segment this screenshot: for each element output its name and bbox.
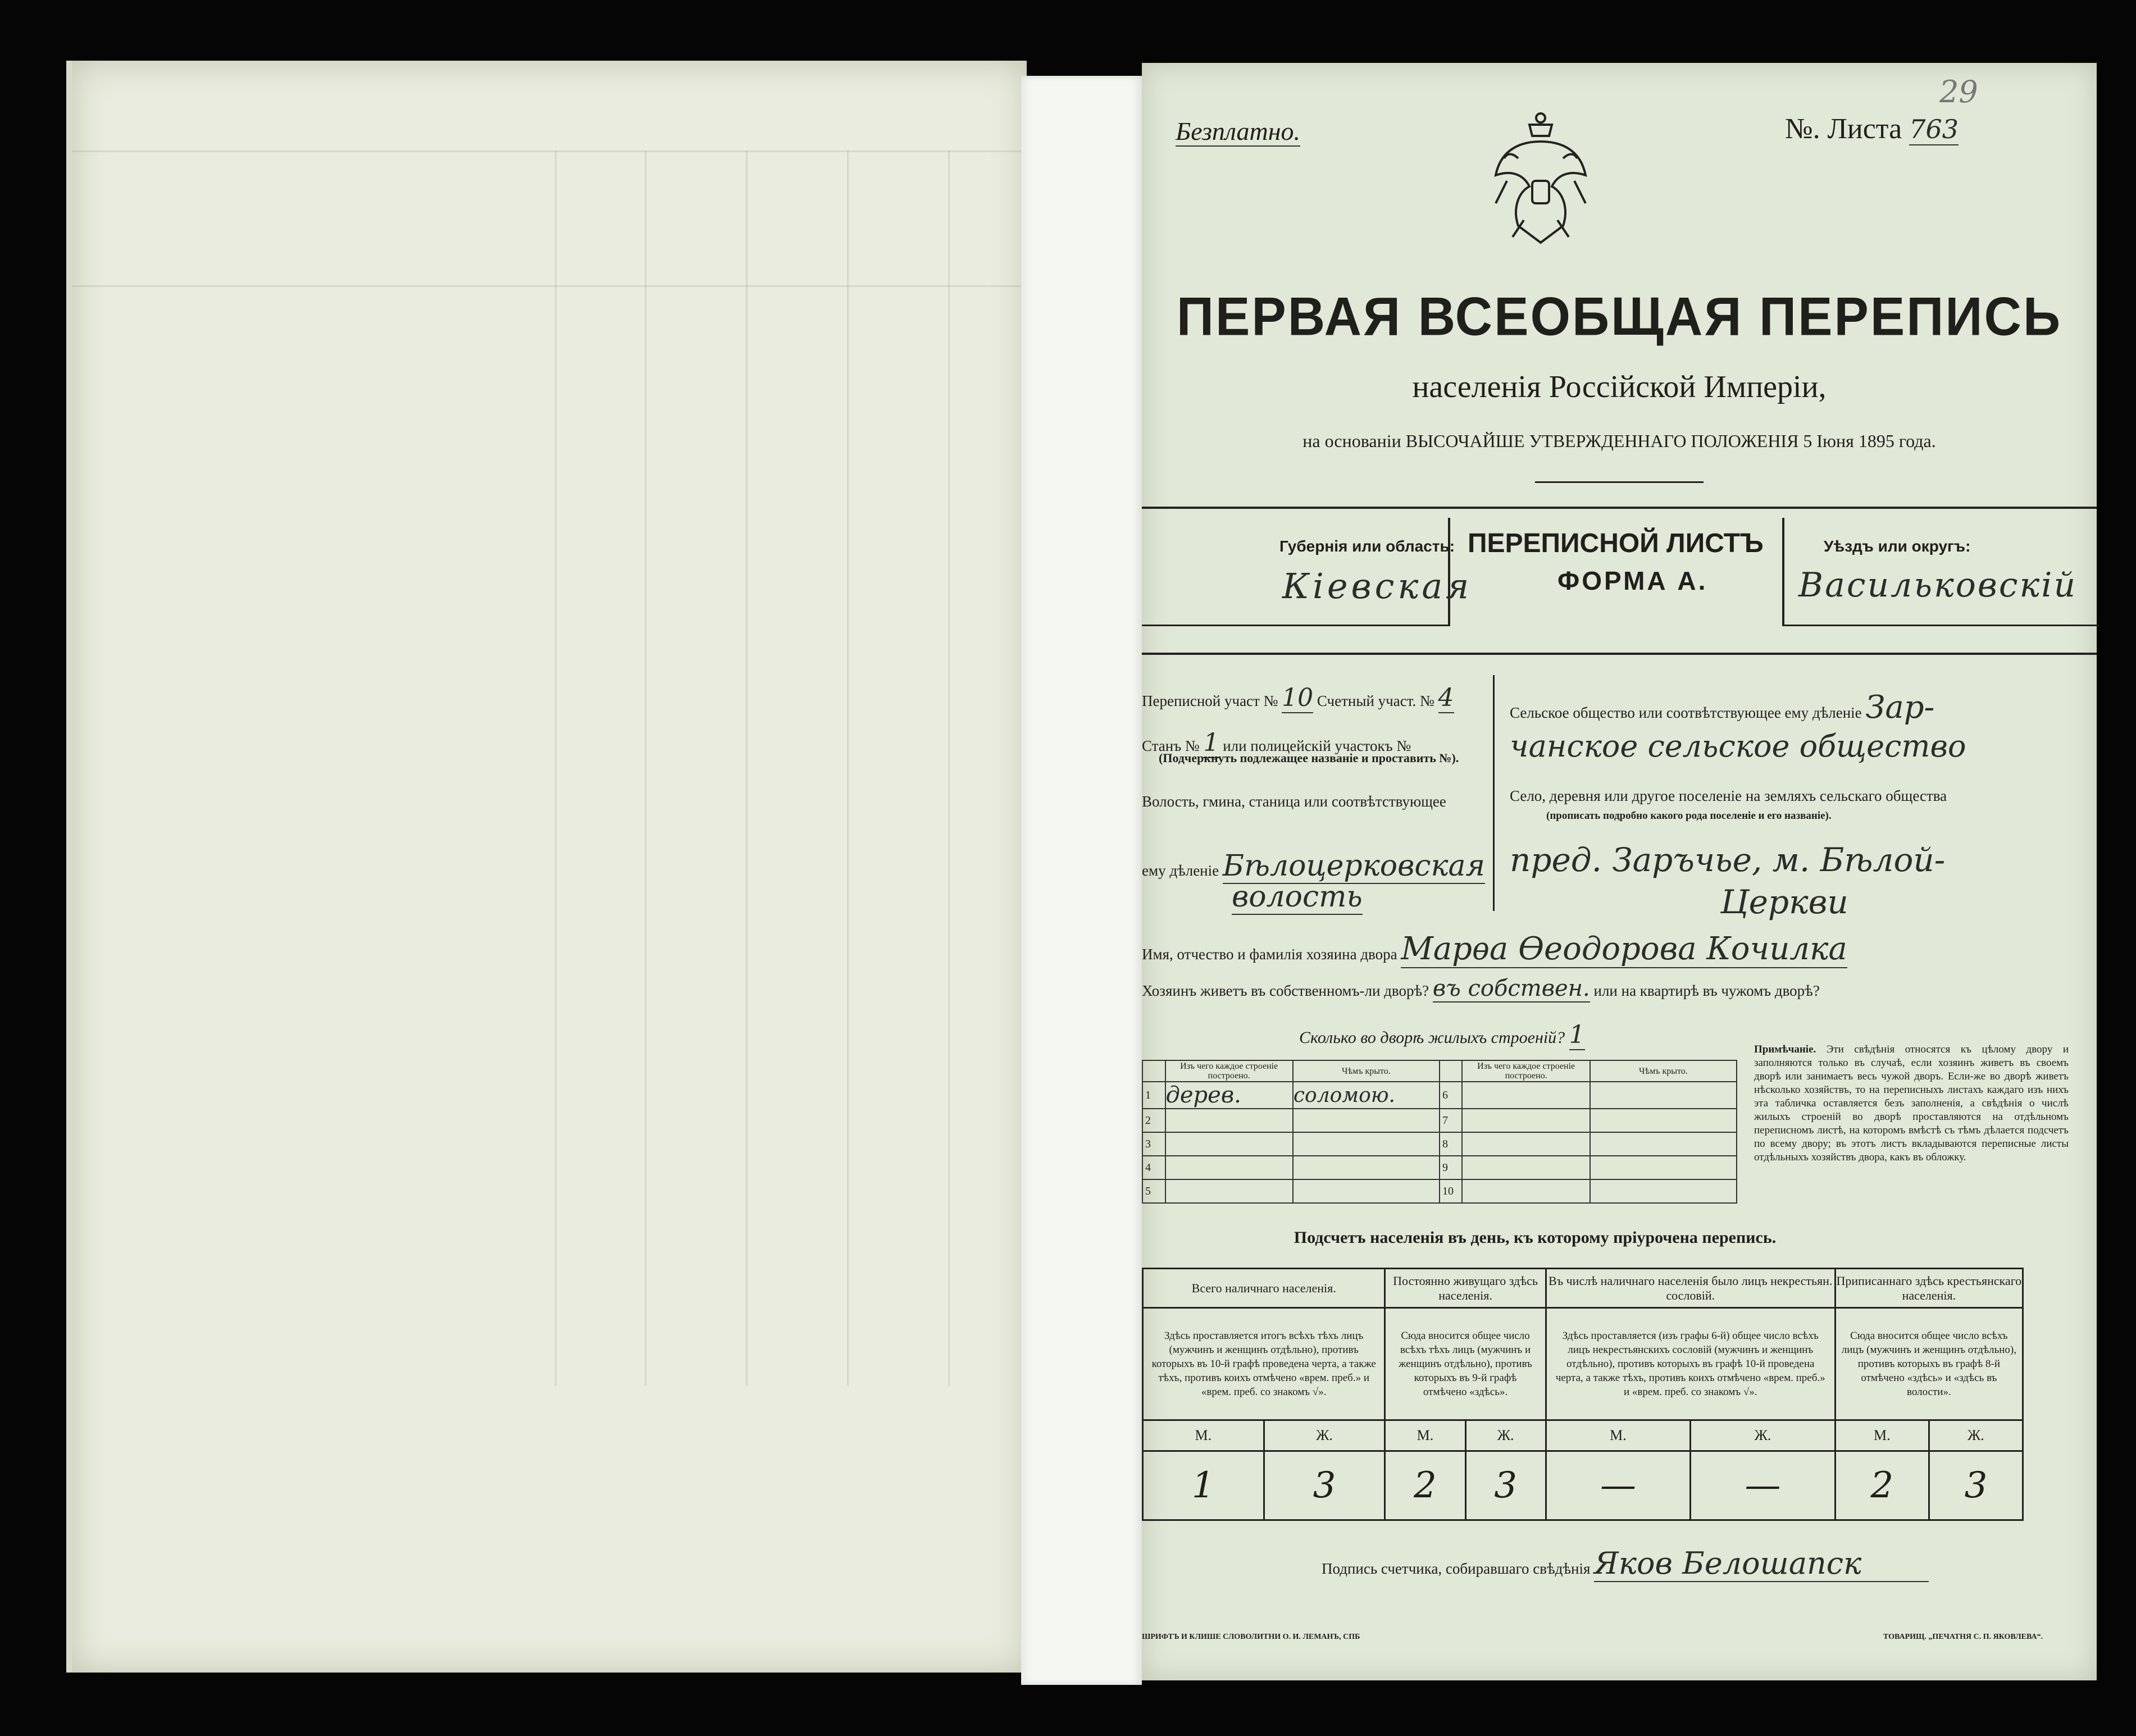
male-label: М.	[1385, 1420, 1465, 1451]
ornament-divider	[1535, 481, 1704, 483]
material-cell	[1165, 1156, 1293, 1179]
census-form-page	[1142, 63, 2097, 1680]
roof-cell	[1590, 1109, 1737, 1132]
material-cell	[1462, 1179, 1590, 1203]
selo-value-2: Церкви	[1720, 883, 1848, 921]
row-number: 1	[1142, 1082, 1165, 1109]
material-cell	[1462, 1156, 1590, 1179]
table-row	[1142, 1132, 1737, 1156]
buildings-count-line: Сколько во дворѣ жилыхъ строеній? 1	[1299, 1020, 1585, 1049]
col-roof-header: Чѣмъ крыто.	[1293, 1060, 1440, 1082]
show-through-line	[746, 151, 748, 1386]
total-female-value: 3	[1264, 1451, 1385, 1520]
roof-cell	[1293, 1109, 1440, 1132]
roof-cell	[1590, 1132, 1737, 1156]
female-label: Ж.	[1465, 1420, 1546, 1451]
uezd-box	[1782, 518, 2099, 626]
material-cell	[1165, 1132, 1293, 1156]
row-number: 3	[1142, 1132, 1165, 1156]
volost-label: Волость, гмина, станица или соотвѣтствующее	[1142, 793, 1446, 810]
row-number: 9	[1440, 1156, 1463, 1179]
material-cell: дерев.	[1165, 1082, 1293, 1109]
permanent-male-value: 2	[1385, 1451, 1465, 1520]
table-row	[1142, 1109, 1737, 1132]
obshchestvo-line: Сельское общество или соотвѣтствующее ему дѣленіе Зар-	[1510, 689, 1935, 726]
double-headed-eagle-emblem	[1484, 108, 1597, 248]
roof-cell	[1293, 1179, 1440, 1203]
registered-male-value: 2	[1835, 1451, 1929, 1520]
free-label: Безплатно.	[1176, 117, 1301, 145]
volost-line: ему дѣленіе Бѣлоцерковская	[1142, 849, 1485, 883]
material-cell	[1165, 1179, 1293, 1203]
gubernia-box	[1142, 518, 1473, 626]
roof-cell	[1590, 1082, 1737, 1109]
roof-cell: соломою.	[1293, 1082, 1440, 1109]
male-label: М.	[1546, 1420, 1691, 1451]
underline-note: (Подчеркнуть подлежащее названіе и проставить №).	[1159, 751, 1459, 765]
female-label: Ж.	[1691, 1420, 1836, 1451]
material-cell	[1462, 1109, 1590, 1132]
left-page-blank	[66, 61, 1027, 1673]
binding-tape	[1021, 76, 1142, 1685]
row-number: 7	[1440, 1109, 1463, 1132]
col-material-header: Изъ чего каждое строеніе построено.	[1462, 1060, 1590, 1082]
roof-cell	[1293, 1156, 1440, 1179]
buildings-table	[1142, 1060, 1737, 1204]
table-row	[1142, 1179, 1737, 1203]
selo-value-1: пред. Заръчье, м. Бѣлой-	[1510, 841, 1946, 879]
header-band-top-rule	[1142, 507, 2097, 509]
pop-col-title: Всего наличнаго населенія.	[1143, 1269, 1385, 1308]
imprint-left: ШРИФТЪ И КЛИШЕ СЛОВОЛИТНИ О. И. ЛЕМАНЪ, СПБ	[1142, 1633, 1360, 1641]
show-through-line	[948, 151, 950, 1386]
signature-line: Подпись счетчика, собиравшаго свѣдѣнія Яков Белошапск	[1322, 1546, 1929, 1581]
material-cell	[1165, 1109, 1293, 1132]
population-heading: Подсчетъ населенія въ день, къ которому пріурочена перепись.	[1294, 1228, 1777, 1247]
gubernia-value: Кіевская	[1282, 566, 1473, 607]
form-subtitle: населенія Россійской Имперіи,	[1412, 370, 1827, 404]
note-label: Примѣчаніе.	[1754, 1044, 1816, 1055]
show-through-line	[555, 151, 557, 1386]
material-cell	[1462, 1082, 1590, 1109]
show-through-line	[847, 151, 849, 1386]
pop-col-desc: Здѣсь проставляется итогъ всѣхъ тѣхъ лицъ (мужчинъ и женщинъ отдѣльно), противъ которыхъ въ 10-й графѣ проведена черта, а также тѣхъ, противъ коихъ отмѣчено «врем. преб.» и «врем. преб. со знакомъ √».	[1143, 1308, 1385, 1420]
show-through-line	[72, 285, 1027, 287]
pop-col-title: Въ числѣ наличнаго населенія было лицъ некрестьян. сословій.	[1546, 1269, 1835, 1308]
row-number: 5	[1142, 1179, 1165, 1203]
roof-cell	[1293, 1132, 1440, 1156]
total-male-value: 1	[1143, 1451, 1264, 1520]
material-cell	[1462, 1132, 1590, 1156]
sheet-number: №. Листа 763	[1785, 113, 1959, 145]
imprint-right: ТОВАРИЩ. „ПЕЧАТНЯ С. П. ЯКОВЛЕВА“.	[1883, 1633, 2043, 1641]
row-number: 8	[1440, 1132, 1463, 1156]
column-divider	[1493, 675, 1495, 911]
pop-col-desc: Здѣсь проставляется (изъ графы 6-й) общее число всѣхъ лицъ некрестьянскихъ сословій (мужчинъ и женщинъ отдѣльно), противъ которыхъ въ графѣ 10-й проведена черта, а также тѣхъ, противъ коихъ отмѣчено «врем. преб.» и «врем. преб. со знакомъ √».	[1546, 1308, 1835, 1420]
volost-value-2: волость	[1232, 880, 1363, 914]
table-row	[1142, 1082, 1737, 1109]
registered-female-value: 3	[1929, 1451, 2023, 1520]
pop-col-title: Постоянно живущаго здѣсь населенія.	[1385, 1269, 1546, 1308]
table-row	[1142, 1156, 1737, 1179]
selo-label: Село, деревня или другое поселеніе на земляхъ сельскаго общества	[1510, 787, 1947, 804]
corner-folio-number: 29	[1939, 74, 1978, 110]
pop-col-desc: Сюда вносится общее число всѣхъ тѣхъ лицъ (мужчинъ и женщинъ отдѣльно), противъ которыхъ въ 9-й графѣ отмѣчено «здѣсь».	[1385, 1308, 1546, 1420]
nonpeasant-female-value: —	[1691, 1451, 1836, 1520]
form-main-title: ПЕРВАЯ ВСЕОБЩАЯ ПЕРЕПИСЬ	[1176, 286, 2062, 347]
uezd-label: Уѣздъ или округъ:	[1824, 537, 1971, 555]
uezd-value: Васильковскій	[1798, 566, 2078, 605]
gubernia-label: Губернія или область:	[1279, 537, 1455, 555]
row-number: 2	[1142, 1109, 1165, 1132]
population-table	[1142, 1268, 2024, 1521]
form-title: ПЕРЕПИСНОЙ ЛИСТЪ	[1468, 528, 1764, 558]
female-label: Ж.	[1929, 1420, 2023, 1451]
table-row	[1143, 1451, 2023, 1520]
roof-cell	[1590, 1156, 1737, 1179]
col-material-header: Изъ чего каждое строеніе построено.	[1165, 1060, 1293, 1082]
male-label: М.	[1143, 1420, 1264, 1451]
note-block	[1754, 1043, 2069, 1164]
row-number: 6	[1440, 1082, 1463, 1109]
pop-col-desc: Сюда вносится общее число всѣхъ лицъ (мужчинъ и женщинъ отдѣльно), противъ которыхъ въ графѣ 8-й отмѣчено «здѣсь» и «здѣсь въ волости».	[1835, 1308, 2023, 1420]
show-through-line	[645, 151, 646, 1386]
form-legal-basis: на основаніи ВЫСОЧАЙШЕ УТВЕРЖДЕННАГО ПОЛОЖЕНІЯ 5 Іюня 1895 года.	[1302, 431, 1936, 451]
form-subtitle-a: ФОРМА А.	[1557, 566, 1708, 595]
uchastok-line: Переписной участ № 10 Счетный участ. № 4	[1142, 684, 1454, 712]
obshchestvo-value-2: чанское сельское общество	[1510, 728, 1966, 764]
note-text: Эти свѣдѣнія относятся къ цѣлому двору и заполняются только въ случаѣ, если хозяинъ живетъ въ своемъ дворѣ или занимаетъ весь чужой дворъ. Если-же во дворѣ живетъ нѣсколько хозяйствъ, то на переписныхъ листахъ каждаго изъ нихъ эта табличка оставляется безъ заполненія, а свѣдѣнія о числѣ жилыхъ строеній во дворѣ проставляются на отдѣльномъ переписномъ листѣ, на которомъ вмѣстѣ съ тѣмъ дѣлается подсчетъ по всему двору; въ этотъ листъ вкладываются переписные листы отдѣльныхъ хозяйствъ двора, какъ въ обложку.	[1754, 1044, 2069, 1163]
male-label: М.	[1835, 1420, 1929, 1451]
female-label: Ж.	[1264, 1420, 1385, 1451]
selo-note: (прописать подробно какого рода поселеніе и его названіе).	[1546, 810, 1832, 822]
pop-col-title: Приписаннаго здѣсь крестьянскаго населенія.	[1835, 1269, 2023, 1308]
header-band-bottom-rule	[1142, 653, 2097, 655]
roof-cell	[1590, 1179, 1737, 1203]
lives-line: Хозяинъ живетъ въ собственномъ-ли дворѣ? въ собствен. или на квартирѣ въ чужомъ дворѣ?	[1142, 976, 1820, 1001]
col-roof-header: Чѣмъ крыто.	[1590, 1060, 1737, 1082]
row-number: 10	[1440, 1179, 1463, 1203]
signature-value: Яков Белошапск	[1594, 1546, 1929, 1582]
permanent-female-value: 3	[1465, 1451, 1546, 1520]
owner-line: Имя, отчество и фамилія хозяина двора Марѳа Ѳеодорова Кочилка	[1142, 931, 1847, 967]
nonpeasant-male-value: —	[1546, 1451, 1691, 1520]
stan-line: Станъ № 1 или полицейскій участокъ №	[1142, 728, 1411, 757]
row-number: 4	[1142, 1156, 1165, 1179]
show-through-line	[72, 151, 1027, 152]
